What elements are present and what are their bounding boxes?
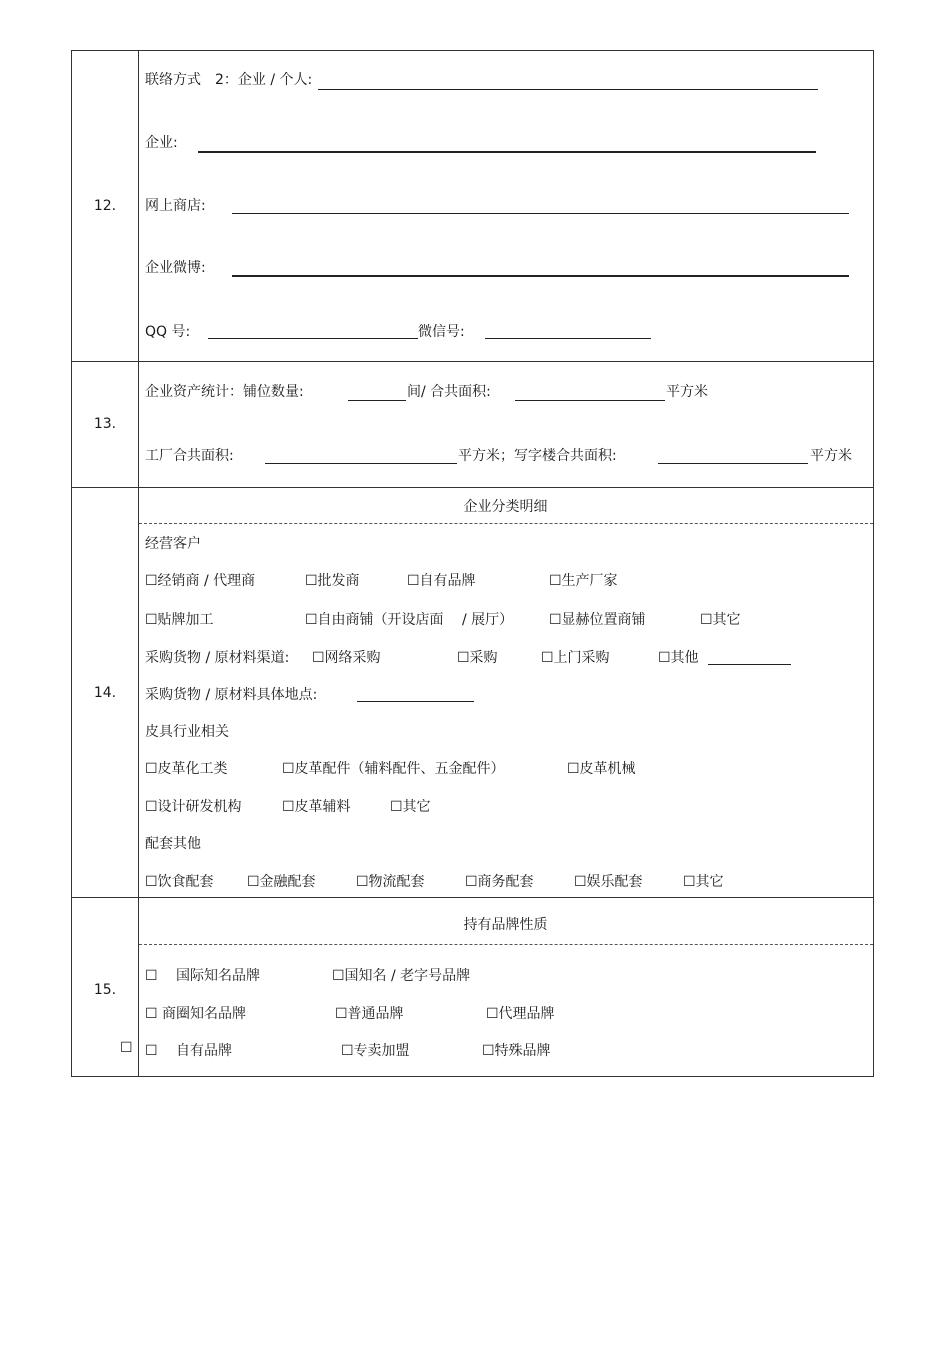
row-divider-14-15: [71, 897, 874, 898]
checkbox-online-purchase[interactable]: ☐网络采购: [312, 650, 381, 666]
enterprise-label: 企业:: [145, 135, 178, 151]
checkbox-free-shop[interactable]: ☐自由商铺（开设店面 / 展厅）: [305, 612, 514, 628]
online-store-label: 网上商店:: [145, 198, 206, 214]
qq-field[interactable]: [208, 338, 418, 339]
row-number-12: 12.: [93, 198, 117, 214]
checkbox-purchase[interactable]: ☐采购: [457, 650, 498, 666]
checkbox-leather-machinery[interactable]: ☐皮革机械: [567, 761, 636, 777]
row-number-14: 14.: [93, 685, 117, 701]
total-area-field[interactable]: [515, 400, 665, 401]
row-divider-12-13: [71, 361, 874, 362]
checkbox-national-brand[interactable]: ☐国知名 / 老字号品牌: [332, 968, 471, 984]
checkbox-distributor[interactable]: ☐经销商 / 代理商: [145, 573, 256, 589]
checkbox-other-customers[interactable]: ☐其它: [700, 612, 741, 628]
qq-label: QQ 号:: [145, 324, 191, 340]
checkbox-design-rnd[interactable]: ☐设计研发机构: [145, 799, 242, 815]
factory-area-label: 工厂合共面积:: [145, 448, 234, 464]
checkbox-other-purchase[interactable]: ☐其他: [658, 650, 699, 666]
office-area-field[interactable]: [658, 463, 808, 464]
checkbox-door-purchase[interactable]: ☐上门采购: [541, 650, 610, 666]
checkbox-franchise[interactable]: ☐专卖加盟: [341, 1043, 410, 1059]
row-divider-13-14: [71, 487, 874, 488]
other-purchase-field[interactable]: [708, 664, 791, 665]
weibo-field[interactable]: [232, 275, 849, 277]
checkbox-special-brand[interactable]: ☐特殊品牌: [482, 1043, 551, 1059]
sqm-unit-2: 平方米: [810, 448, 852, 464]
checkbox-prominent-shop[interactable]: ☐显赫位置商铺: [549, 612, 646, 628]
checkbox-ordinary-brand[interactable]: ☐普通品牌: [335, 1006, 404, 1022]
purchase-channel-label: 采购货物 / 原材料渠道:: [145, 650, 290, 666]
classification-divider: [139, 523, 873, 524]
business-customers-heading: 经营客户: [145, 536, 201, 552]
row-number-13: 13.: [93, 416, 117, 432]
weibo-label: 企业微博:: [145, 260, 206, 276]
brand-nature-title: 持有品牌性质: [463, 917, 548, 933]
checkbox-leather-auxiliary[interactable]: ☐皮革辅料: [282, 799, 351, 815]
checkbox-finance[interactable]: ☐金融配套: [247, 874, 316, 890]
checkbox-district-brand[interactable]: ☐ 商圈知名品牌: [145, 1006, 247, 1022]
checkbox-other-leather[interactable]: ☐其它: [390, 799, 431, 815]
checkbox-business[interactable]: ☐商务配套: [465, 874, 534, 890]
wechat-label: 微信号:: [418, 324, 465, 340]
enterprise-field[interactable]: [198, 151, 816, 153]
checkbox-intl-brand[interactable]: ☐ 国际知名品牌: [145, 968, 261, 984]
checkbox-leather-chemical[interactable]: ☐皮革化工类: [145, 761, 228, 777]
checkbox-food[interactable]: ☐饮食配套: [145, 874, 214, 890]
contact-method-label: 联络方式 2：企业 / 个人:: [145, 72, 313, 88]
supporting-other-heading: 配套其他: [145, 836, 201, 852]
contact-method-field[interactable]: [318, 89, 818, 90]
rooms-area-label: 间/ 合共面积:: [407, 384, 491, 400]
checkbox-own-brand[interactable]: ☐自有品牌: [407, 573, 476, 589]
online-store-field[interactable]: [232, 213, 849, 214]
checkbox-self-brand[interactable]: ☐ 自有品牌: [145, 1043, 233, 1059]
office-area-label: 平方米；写字楼合共面积:: [458, 448, 617, 464]
checkbox-wholesaler[interactable]: ☐批发商: [305, 573, 360, 589]
side-checkbox[interactable]: ☐: [120, 1040, 133, 1056]
checkbox-agency-brand[interactable]: ☐代理品牌: [486, 1006, 555, 1022]
wechat-field[interactable]: [485, 338, 651, 339]
row-number-15: 15.: [93, 982, 117, 998]
checkbox-entertainment[interactable]: ☐娱乐配套: [574, 874, 643, 890]
checkbox-other-support[interactable]: ☐其它: [683, 874, 724, 890]
purchase-location-field[interactable]: [357, 701, 474, 702]
factory-area-field[interactable]: [265, 463, 457, 464]
purchase-location-label: 采购货物 / 原材料具体地点:: [145, 687, 318, 703]
classification-title: 企业分类明细: [463, 499, 548, 515]
checkbox-manufacturer[interactable]: ☐生产厂家: [549, 573, 618, 589]
brand-nature-divider: [139, 944, 873, 945]
sqm-unit: 平方米: [666, 384, 708, 400]
leather-industry-heading: 皮具行业相关: [145, 724, 229, 740]
checkbox-logistics[interactable]: ☐物流配套: [356, 874, 425, 890]
asset-stats-label: 企业资产统计：铺位数量:: [145, 384, 304, 400]
checkbox-oem[interactable]: ☐贴牌加工: [145, 612, 214, 628]
stall-count-field[interactable]: [348, 400, 406, 401]
checkbox-leather-accessories[interactable]: ☐皮革配件（辅料配件、五金配件）: [282, 761, 505, 777]
